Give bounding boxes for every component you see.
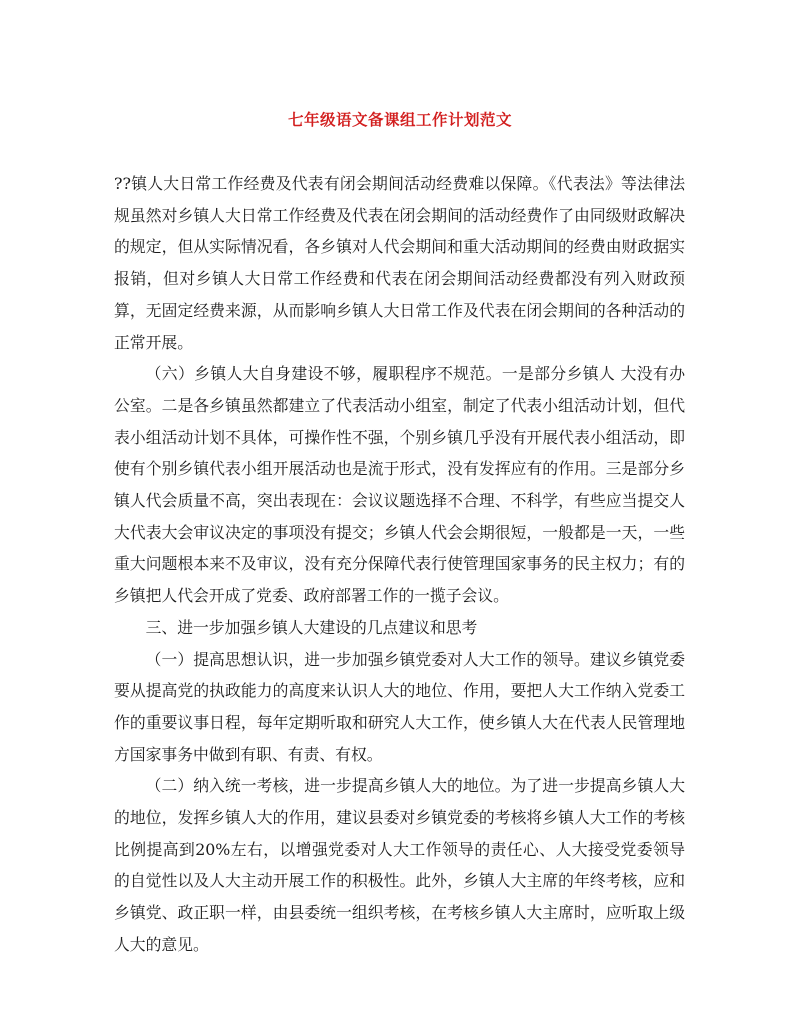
document-body (114, 168, 685, 961)
paragraph-suggestion-one: （一）提高思想认识，进一步加强乡镇党委对人大工作的领导。建议乡镇党委要从提高党的执政能力的高度来认识人大的地位、作用，要把人大工作纳入党委工作的重要议事日程，每年定期听取和研究人大工作，使乡镇人大在代表人民管理地方国家事务中做到有职、有责、有权。 (114, 649, 685, 764)
paragraph-suggestion-two: （二）纳入统一考核，进一步提高乡镇人大的地位。为了进一步提高乡镇人大的地位，发挥乡镇人大的作用，建议县委对乡镇党委的考核将乡镇人大工作的考核比例提高到20%左右，以增强党委对人大工作领导的责任心、人大接受党委领导的自觉性以及人大主动开展工作的积极性。此外，乡镇人大主席的年终考核，应和乡镇党、政正职一样，由县委统一组织考核，在考核乡镇人大主席时，应听取上级人大的意见。 (114, 776, 685, 954)
paragraph-section-six: （六）乡镇人大自身建设不够，履职程序不规范。一是部分乡镇人 大没有办公室。二是各乡镇虽然都建立了代表活动小组室，制定了代表小组活动计划，但代表小组活动计划不具体，可操作性不强，个别乡镇几乎没有开展代表小组活动，即使有个别乡镇代表小组开展活动也是流于形式，没有发挥应有的作用。三是部分乡镇人代会质量不高，突出表现在：会议议题选择不合理、不科学，有些应当提交人大代表大会审议决定的事项没有提交；乡镇人代会会期很短，一般都是一天，一些重大问题根本来不及审议，没有充分保障代表行使管理国家事务的民主权力；有的乡镇把人代会开成了党委、政府部署工作的一揽子会议。 (114, 364, 685, 606)
paragraph-funding: ??镇人大日常工作经费及代表有闭会期间活动经费难以保障。《代表法》等法律法规虽然对乡镇人大日常工作经费及代表在闭会期间的活动经费作了由同级财政解决的规定，但从实际情况看，各乡镇对人代会期间和重大活动期间的经费由财政据实报销，但对乡镇人大日常工作经费和代表在闭会期间活动经费都没有列入财政预算，无固定经费来源，从而影响乡镇人大日常工作及代表在闭会期间的各种活动的正常开展。 (114, 174, 685, 352)
section-heading-three: 三、进一步加强乡镇人大建设的几点建议和思考 (145, 617, 478, 637)
document-title: 七年级语文备课组工作计划范文 (287, 110, 512, 129)
